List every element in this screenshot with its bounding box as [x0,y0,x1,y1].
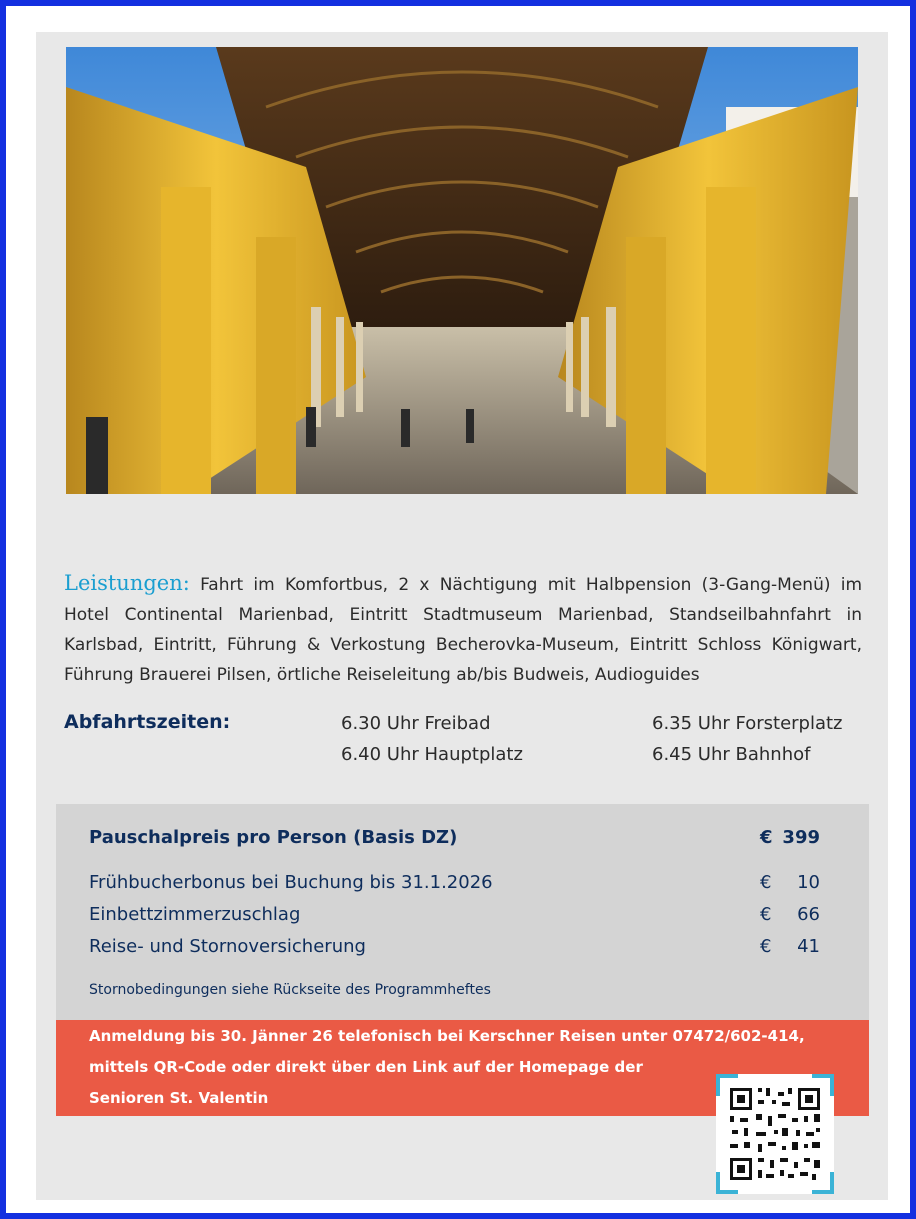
registration-line-3: Senioren St. Valentin [89,1089,269,1107]
price-label-einbettzimmer: Einbettzimmerzuschlag [89,904,301,925]
departure-time-freibad: 6.30 Uhr Freibad [341,713,491,734]
colonnade-photo [66,47,858,494]
price-value-pauschal: 399 [782,827,820,848]
price-currency-pauschal: € [760,827,773,848]
leistungen-text: Fahrt im Komfortbus, 2 x Nächtigung mit Halbpension (3-Gang-Menü) im Hotel Continental Marienbad, Eintritt Stadtmuseum Marienbad, Standseilbahnfahrt in Karlsbad, Eintritt, Führung & Verkostung Becherovka-Museum, Eintritt Schloss Königwart, Führung Brauerei Pilsen, örtliche Reiseleitung ab/bis Budweis, Audioguides [64,575,863,685]
price-currency-fruehbucher: € [760,872,772,893]
price-value-einbettzimmer: 66 [797,904,820,925]
leistungen-heading: Leistungen: [64,571,190,595]
abfahrtszeiten-heading: Abfahrtszeiten: [64,711,231,733]
price-label-pauschal: Pauschalpreis pro Person (Basis DZ) [89,827,458,848]
price-value-fruehbucher: 10 [797,872,820,893]
price-value-versicherung: 41 [797,936,820,957]
price-currency-versicherung: € [760,936,772,957]
registration-line-1: Anmeldung bis 30. Jänner 26 telefonisch bei Kerschner Reisen unter 07472/602-414, [89,1027,805,1045]
price-label-fruehbucher: Frühbucherbonus bei Buchung bis 31.1.2026 [89,872,493,893]
registration-line-2: mittels QR-Code oder direkt über den Link auf der Homepage der [89,1058,643,1076]
leistungen-paragraph [64,568,862,690]
departure-time-hauptplatz: 6.40 Uhr Hauptplatz [341,744,523,765]
storno-note: Stornobedingungen siehe Rückseite des Programmheftes [89,982,491,998]
departure-time-bahnhof: 6.45 Uhr Bahnhof [652,744,811,765]
registration-qr-code[interactable] [716,1074,834,1194]
departure-time-forsterplatz: 6.35 Uhr Forsterplatz [652,713,843,734]
price-currency-einbettzimmer: € [760,904,772,925]
price-label-versicherung: Reise- und Stornoversicherung [89,936,366,957]
